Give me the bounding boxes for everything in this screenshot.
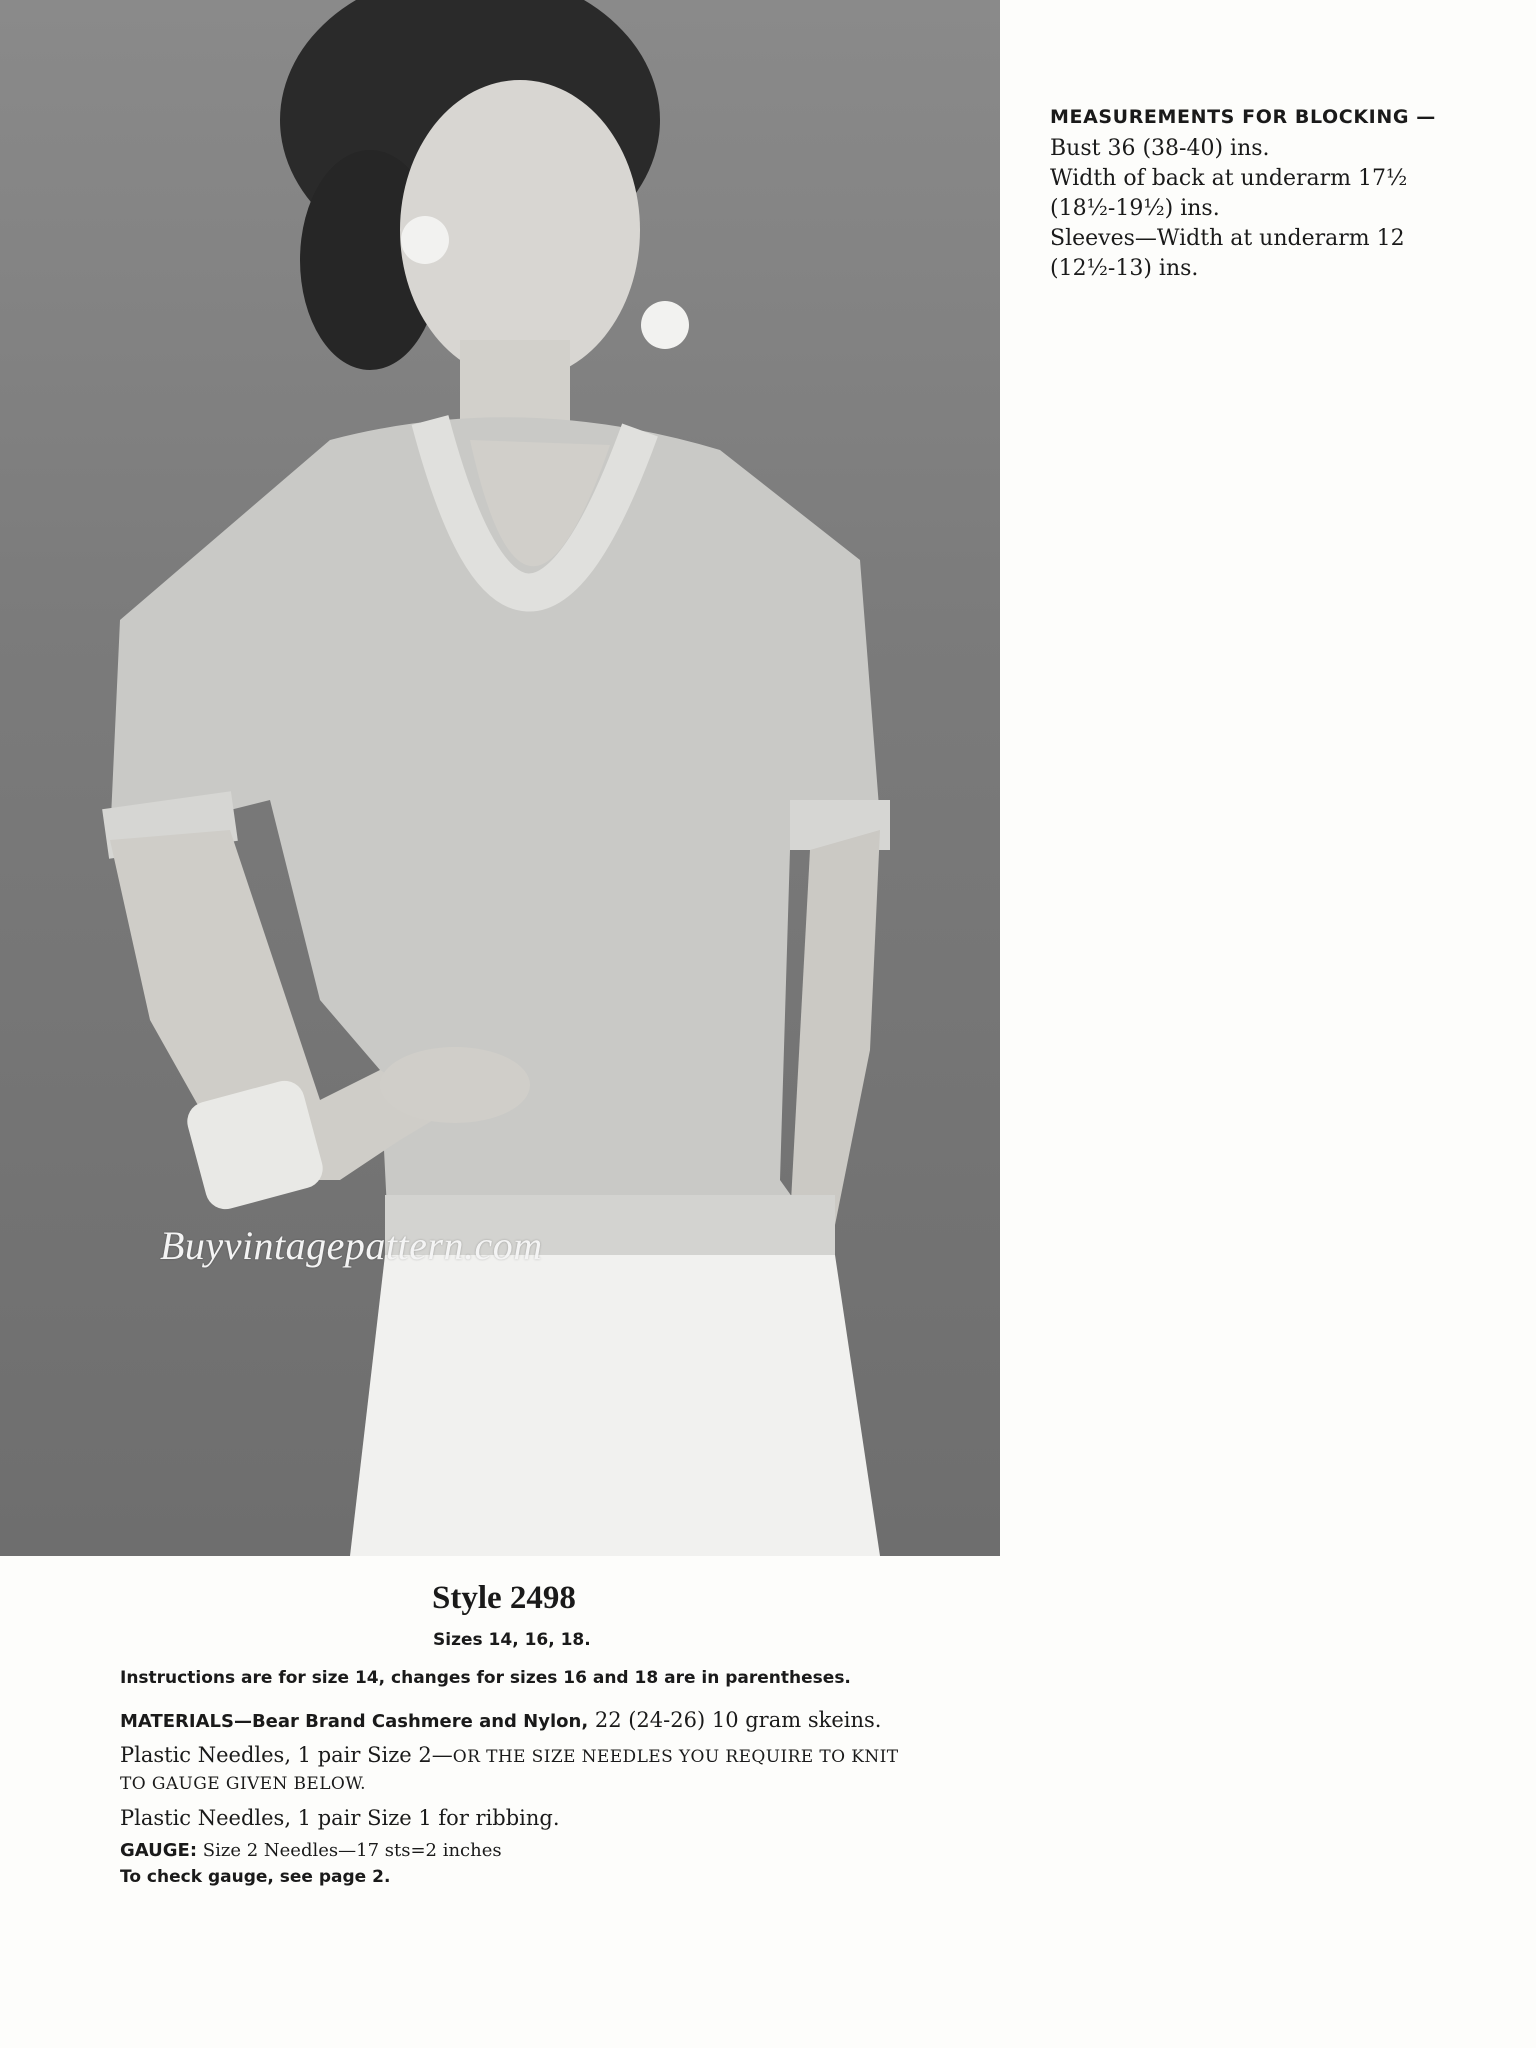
needles-caps: OR THE SIZE NEEDLES YOU REQUIRE TO KNIT TO GAUGE GIVEN BELOW. — [120, 1747, 899, 1794]
materials-text: 22 (24-26) 10 gram skeins. — [588, 1708, 882, 1732]
style-title: Style 2498 — [432, 1580, 576, 1616]
measurement-line: (12½-13) ins. — [1050, 256, 1199, 281]
materials-paragraph — [120, 1708, 920, 1734]
hand — [380, 1047, 530, 1123]
measurement-line: Sleeves—Width at underarm 12 — [1050, 226, 1405, 251]
measurement-line: (18½-19½) ins. — [1050, 196, 1220, 221]
measurement-line: Bust 36 (38-40) ins. — [1050, 136, 1270, 161]
gauge-paragraph — [120, 1840, 920, 1861]
earring-right — [641, 301, 689, 349]
model-photo — [0, 0, 1000, 1556]
model-illustration — [0, 0, 1000, 1556]
ribbing-needles-text: Plastic Needles, 1 pair Size 1 for ribbing. — [120, 1806, 560, 1830]
materials-label: MATERIALS—Bear Brand Cashmere and Nylon, — [120, 1711, 589, 1732]
ribbing-needles-paragraph — [120, 1806, 920, 1831]
sizes-line: Sizes 14, 16, 18. — [433, 1630, 591, 1650]
needles-text: Plastic Needles, 1 pair Size 2— — [120, 1743, 453, 1767]
earring-left — [401, 216, 449, 264]
needles-paragraph — [120, 1743, 920, 1797]
measurement-line: Width of back at underarm 17½ — [1050, 166, 1408, 191]
measurements-block — [1050, 106, 1490, 284]
instructions-note: Instructions are for size 14, changes for sizes 16 and 18 are in parentheses. — [120, 1668, 851, 1688]
pattern-instructions — [120, 1668, 920, 1887]
gauge-text: Size 2 Needles—17 sts=2 inches — [197, 1840, 502, 1861]
watermark: Buyvintagepattern.com — [160, 1223, 543, 1268]
check-gauge-note: To check gauge, see page 2. — [120, 1867, 391, 1887]
measurements-heading: MEASUREMENTS FOR BLOCKING — — [1050, 106, 1436, 128]
gauge-label: GAUGE: — [120, 1840, 198, 1861]
